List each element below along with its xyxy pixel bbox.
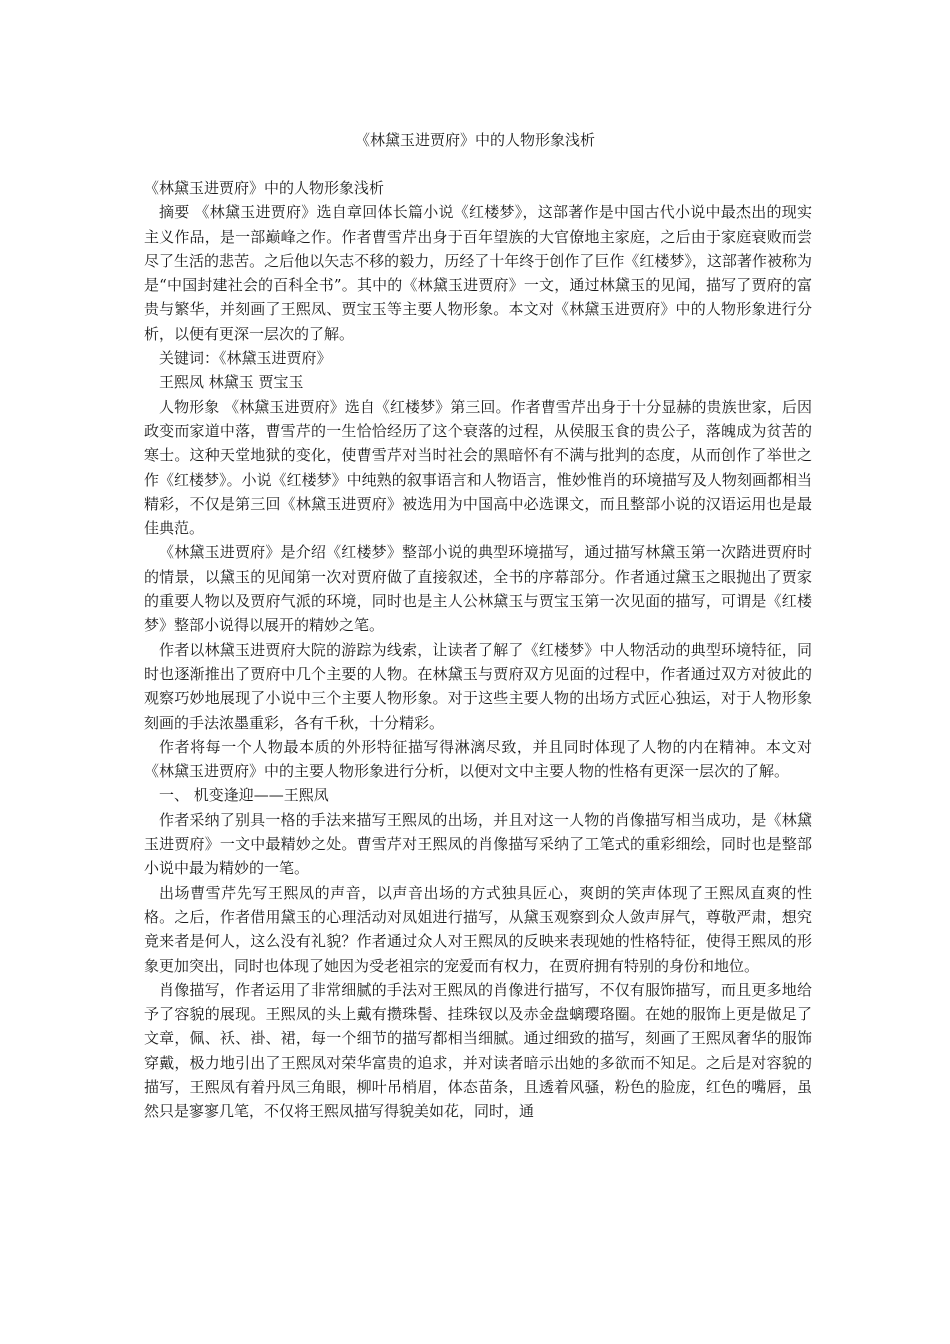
body-paragraph: 作者以林黛玉进贾府大院的游踪为线索，让读者了解了《红楼梦》中人物活动的典型环境特征，同时也逐渐推出了贾府中几个主要的人物。在林黛玉与贾府双方见面的过程中，作者通过双方对彼此的观察巧妙地展现了小说中三个主要人物形象。对于这些主要人物的出场方式匠心独运，对于人物形象刻画的手法浓墨重彩，各有千秋，十分精彩。 [144,640,812,732]
body-paragraph: 《林黛玉进贾府》是介绍《红楼梦》整部小说的典型环境描写，通过描写林黛玉第一次踏进贾府时的情景，以黛玉的见闻第一次对贾府做了直接叙述，全书的序幕部分。作者通过黛玉之眼抛出了贾家的重要人物以及贾府气派的环境，同时也是主人公林黛玉与贾宝玉第一次见面的描写，可谓是《红楼梦》整部小说得以展开的精妙之笔。 [144,543,812,635]
body-paragraph: 出场曹雪芹先写王熙凤的声音，以声音出场的方式独具匠心，爽朗的笑声体现了王熙凤直爽的性格。之后，作者借用黛玉的心理活动对凤姐进行描写，从黛玉观察到众人敛声屏气，尊敬严肃，想究竟来者是何人，这么没有礼貌？作者通过众人对王熙凤的反映来表现她的性格特征，使得王熙凤的形象更加突出，同时也体现了她因为受老祖宗的宠爱而有权力，在贾府拥有特别的身份和地位。 [144,883,812,975]
body-heading: 《林黛玉进贾府》中的人物形象浅析 [144,179,385,197]
document-title: 《林黛玉进贾府》中的人物形象浅析 [354,131,595,149]
body-paragraph: 肖像描写，作者运用了非常细腻的手法对王熙凤的肖像进行描写，不仅有服饰描写，而且更多地给予了容貌的展现。王熙凤的头上戴有攒珠髻、挂珠钗以及赤金盘螭璎珞圈。在她的服饰上更是做足了文章，佩、袄、褂、裙，每一个细节的描写都相当细腻。通过细致的描写，刻画了王熙凤奢华的服饰穿戴，极力地引出了王熙凤对荣华富贵的追求，并对读者暗示出她的多欲而不知足。之后是对容貌的描写，王熙凤有着丹凤三角眼，柳叶吊梢眉，体态苗条，且透着风骚，粉色的脸庞，红色的嘴唇，虽然只是寥寥几笔，不仅将王熙凤描写得貌美如花，同时，通 [144,980,812,1121]
body-paragraph: 人物形象 《林黛玉进贾府》选自《红楼梦》第三回。作者曹雪芹出身于十分显赫的贵族世家，后因政变而家道中落，曹雪芹的一生恰恰经历了这个衰落的过程，从侯服玉食的贵公子，落魄成为贫苦的寒士。这种天堂地狱的变化，使曹雪芹对当时社会的黑暗怀有不满与批判的态度，从而创作了举世之作《红楼梦》。小说《红楼梦》中纯熟的叙事语言和人物语言，惟妙惟肖的环境描写及人物刻画都相当精彩，不仅是第三回《林黛玉进贾府》被选用为中国高中必选课文，而且整部小说的汉语运用也是最佳典范。 [144,397,812,538]
document-body [144,176,812,1124]
abstract-paragraph: 摘要 《林黛玉进贾府》选自章回体长篇小说《红楼梦》，这部著作是中国古代小说中最杰出的现实主义作品，是一部巅峰之作。作者曹雪芹出身于百年望族的大官僚地主家庭，之后由于家庭衰败而尝尽了生活的悲苦。之后他以矢志不移的毅力，历经了十年终于创作了巨作《红楼梦》，这部著作被称为是“中国封建社会的百科全书”。其中的《林黛玉进贾府》一文，通过林黛玉的见闻，描写了贾府的富贵与繁华，并刻画了王熙凤、贾宝玉等主要人物形象。本文对《林黛玉进贾府》中的人物形象进行分析，以便有更深一层次的了解。 [144,203,812,343]
section-heading: 一、 机变逢迎——王熙凤 [159,786,329,805]
body-paragraph: 作者将每一个人物最本质的外形特征描写得淋漓尽致，并且同时体现了人物的内在精神。本文对《林黛玉进贾府》中的主要人物形象进行分析，以便对文中主要人物的性格有更深一层次的了解。 [144,737,812,781]
keywords-line: 关键词：《林黛玉进贾府》 [159,349,332,368]
body-paragraph: 作者采纳了别具一格的手法来描写王熙凤的出场，并且对这一人物的肖像描写相当成功，是《林黛玉进贾府》一文中最精妙之处。曹雪芹对王熙凤的肖像描写采纳了工笔式的重彩细绘，同时也是整部小说中最为精妙的一笔。 [144,810,812,878]
keywords-names-line: 王熙凤 林黛玉 贾宝玉 [159,373,304,392]
